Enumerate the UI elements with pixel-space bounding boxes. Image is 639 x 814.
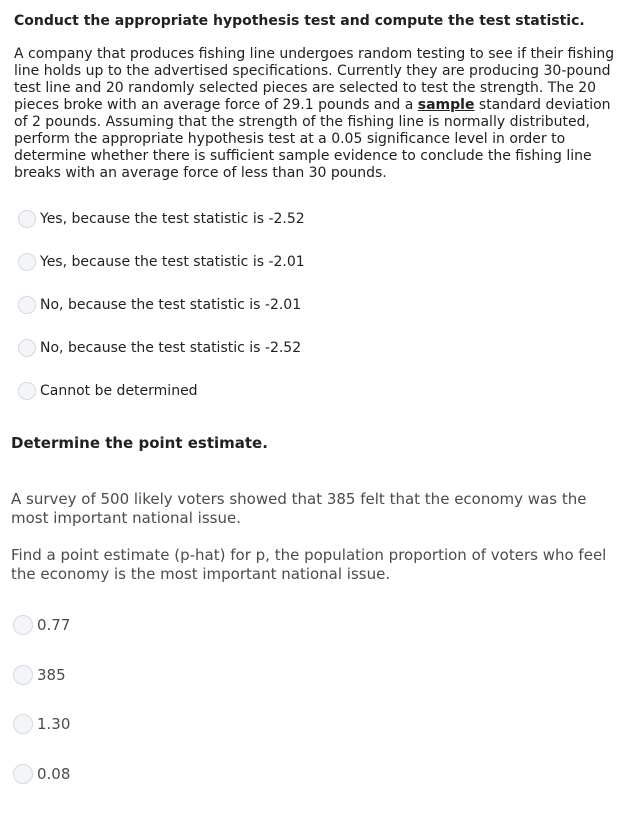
q1-option-2-label: Yes, because the test statistic is -2.01	[40, 254, 305, 270]
q2-option-3[interactable]	[13, 714, 70, 734]
question-1-body-part1: A company that produces fishing line undergoes random testing to see if their fishing line holds up to the advertised specifications. Currently they are producing 30-pound test line and 20 randomly selected pieces are selected to test the strength. The 20 pieces broke with an average force of 29.1 pounds and a	[14, 46, 615, 113]
question-2-paragraph-2: Find a point estimate (p-hat) for p, the population proportion of voters who feel the economy is the most important national issue.	[11, 546, 607, 583]
q2-option-2-label: 385	[37, 666, 66, 684]
q1-option-5-label: Cannot be determined	[40, 383, 198, 399]
question-1-body	[14, 46, 626, 182]
q1-option-5-radio[interactable]	[18, 382, 36, 400]
q2-option-2-radio[interactable]	[13, 665, 33, 685]
q1-option-2-radio[interactable]	[18, 253, 36, 271]
question-2-paragraph-1: A survey of 500 likely voters showed that 385 felt that the economy was the most important national issue.	[11, 490, 587, 527]
q2-option-1-radio[interactable]	[13, 615, 33, 635]
q1-option-4-radio[interactable]	[18, 339, 36, 357]
q1-option-4-label: No, because the test statistic is -2.52	[40, 340, 302, 356]
question-2-title: Determine the point estimate.	[11, 434, 268, 452]
q2-option-4[interactable]	[13, 764, 70, 784]
q1-option-3[interactable]	[18, 296, 301, 314]
q2-option-4-label: 0.08	[37, 765, 71, 783]
q1-option-1-radio[interactable]	[18, 210, 36, 228]
q2-option-3-label: 1.30	[37, 715, 71, 733]
q2-option-1-label: 0.77	[37, 616, 71, 634]
question-1-emphasis-sample: sample	[417, 97, 475, 113]
q2-option-2[interactable]	[13, 665, 66, 685]
q1-option-1[interactable]	[18, 210, 305, 228]
q1-option-1-label: Yes, because the test statistic is -2.52	[40, 211, 305, 227]
q2-option-3-radio[interactable]	[13, 714, 33, 734]
question-1-title: Conduct the appropriate hypothesis test and compute the test statistic.	[14, 13, 585, 29]
q1-option-5[interactable]	[18, 382, 198, 400]
question-1-body-part2: standard deviation of 2 pounds. Assuming that the strength of the fishing line is normally distributed, perform the appropriate hypothesis test at a 0.05 significance level in order to determine whether there is sufficient sample evidence to conclude the fishing line breaks with an average force of less than 30 pounds.	[14, 97, 611, 181]
q1-option-3-label: No, because the test statistic is -2.01	[40, 297, 302, 313]
q1-option-3-radio[interactable]	[18, 296, 36, 314]
q1-option-2[interactable]	[18, 253, 305, 271]
q2-option-1[interactable]	[13, 615, 70, 635]
q2-option-4-radio[interactable]	[13, 764, 33, 784]
q1-option-4[interactable]	[18, 339, 301, 357]
